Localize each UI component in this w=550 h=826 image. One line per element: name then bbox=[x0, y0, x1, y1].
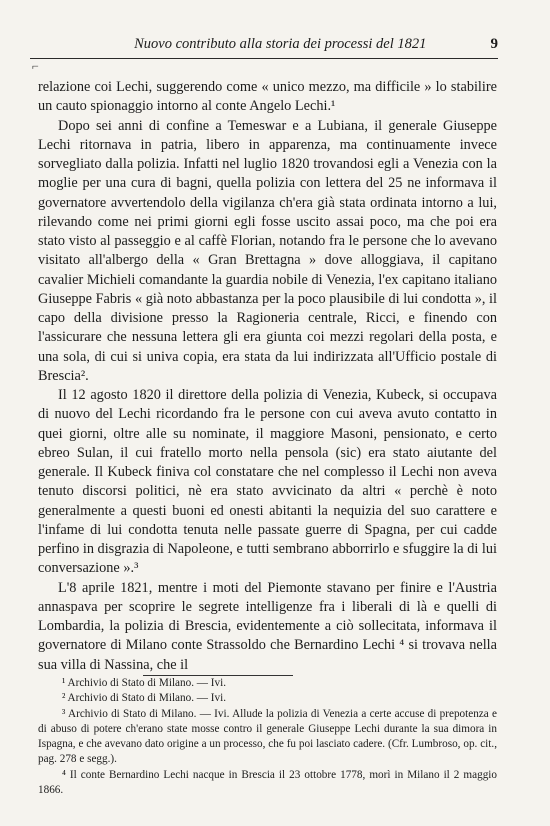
footnote: ⁴ Il conte Bernardino Lechi nacque in Brescia il 23 ottobre 1778, morì in Milano il 2 maggio 1866. bbox=[38, 768, 497, 797]
footnote: ² Archivio di Stato di Milano. — Ivi. bbox=[62, 692, 227, 705]
footnote: ¹ Archivio di Stato di Milano. — Ivi. bbox=[62, 677, 227, 689]
margin-mark: ⌐ bbox=[32, 59, 39, 73]
main-text bbox=[38, 78, 497, 675]
footnote: ³ Archivio di Stato di Milano. — Ivi. Allude la polizia di Venezia a certe accuse di prepotenza e di abuso di potere ch'erano state mosse contro il generale Giuseppe Lechi durante la sua dimora in Ispagna, e che avevano dato origine a un processo, che fu poi lasciato cadere. (Cfr. Lumbroso, op. cit., pag. 278 e segg.). bbox=[38, 707, 497, 766]
paragraph: Il 12 agosto 1820 il direttore della polizia di Venezia, Kubeck, si occupava di nuovo del Lechi ricordando fra le persone con cui aveva avuto contatto in quei giorni, oltre alle su nominate, il maggiore Masoni, pensionato, e certo ebreo Sulan, il cui fratello morto nella pensola (sic) era stato aiutante del generale. Il Kubeck finiva col constatare che nel complesso il Lechi non aveva tenuto discorsi politici, nè era stato avvicinato da altri « perchè è noto generalmente a questi buoni ed onesti abitanti la nequizia del suo carattere e l'infame di lui condotta tenuta nelle passate guerre di Spagna, per cui cadde perfino in disgrazia di Napoleone, e tutti sembrano abborrirlo e sfuggire la di lui conversazione ».³ bbox=[38, 387, 497, 577]
footnotes bbox=[38, 675, 497, 798]
running-title: Nuovo contributo alla storia dei processi del 1821 bbox=[134, 36, 427, 52]
paragraph-continued: relazione coi Lechi, suggerendo come « unico mezzo, ma difficile » lo stabilire un cauto spionaggio intorno al conte Angelo Lechi.¹ bbox=[38, 79, 497, 115]
paragraph: L'8 aprile 1821, mentre i moti del Piemonte stavano per finire e l'Austria annaspava per scoprire le segrete intelligenze fra i liberali di là e quelli di Lombardia, la polizia di Brescia, evidentemente a ciò sollecitata, informava il governatore di Milano conte Strassoldo che Bernardino Lechi ⁴ si trovava nella sua villa di Nassina, che il bbox=[38, 579, 497, 673]
page-number: 9 bbox=[490, 36, 498, 52]
running-header bbox=[30, 36, 498, 53]
paragraph: Dopo sei anni di confine a Temeswar e a Lubiana, il generale Giuseppe Lechi ritornava in patria, libero in apparenza, ma continuamente invece sorvegliato dalla polizia. Infatti nel luglio 1820 trovandosi egli a Venezia con la moglie per una cura di bagni, quella polizia con lettera del 25 ne informava il governatore avvertendolo della vigilanza ch'era già stata ordinata intorno a lui, rilevando come nei primi giorni egli fosse uscito assai poco, ma che poi era stato visto al passeggio e al caffè Florian, notando fra le persone che lo avevano visitato all'albergo della « Gran Brettagna » dove alloggiava, il capitano cavalier Michieli comandante la guardia nobile di Venezia, l'ex capitano italiano Giuseppe Fabris « già noto abbastanza per la poco plausibile di lui condotta », il capo della divisione presso la Ragioneria centrale, Ricci, e finendo con l'assicurare che nessuna lettera gli era giunta coi mezzi regolari della posta, e una sola, di cui si univa copia, era stata da lui indirizzata all'Ufficio postale di Brescia². bbox=[38, 117, 497, 384]
header-rule bbox=[30, 58, 498, 59]
